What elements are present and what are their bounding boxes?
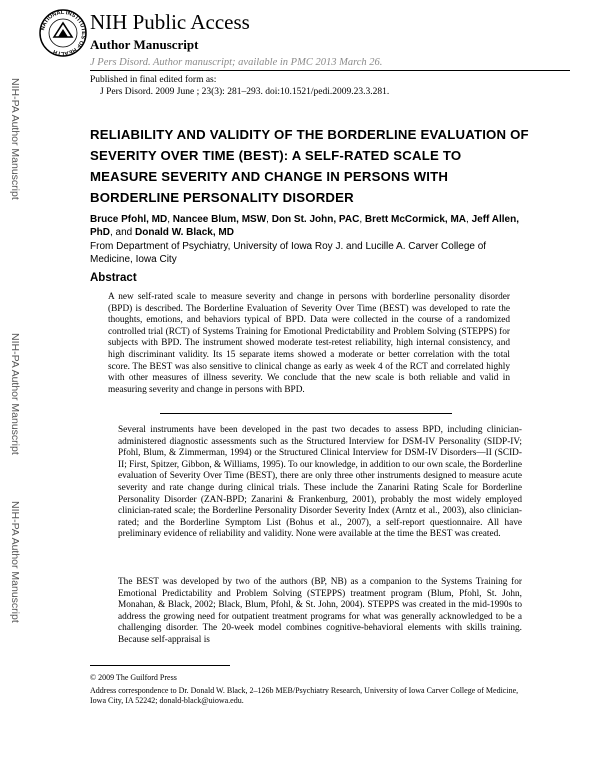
published-label: Published in final edited form as: <box>90 75 217 85</box>
author-name: Brett McCormick, MA <box>364 214 467 225</box>
body-paragraph-1: Several instruments have been developed in the past two decades to assess BPD, including clinician-administered diagnostic assessments such as the Structured Interview for DSM-IV Personality (SIDP-IV; Pfohl, Blum, & Zimmerman, 1994) or the Structured Clinical Interview for DSM-IV Disorders—II (SCID-II; First, Spitzer, Gibbon, & Williams, 1995). To our knowledge, in addition to our own scale, the Borderline evaluation of Severity Over Time (BEST), there are only three other instruments designed to measure acute severity and rate change during clinical trials. These include the Zanarini Rating Scale for Borderline Personality Disorder (ZAN-BPD; Zanarini & Frankenburg, 2001), probably the most widely employed clinician-rated scale; the Borderline Personality Disorder Severity Index (Arntz et al., 2003), also clinician-rated; and the Borderline Symptom List (Bohus et al., 2007), a self-report questionnaire. All have preliminary evidence of reliability and validity. None were available at the time the BEST was created. <box>118 425 522 540</box>
footnote-divider <box>90 665 230 666</box>
author-list: Bruce Pfohl, MD, Nancee Blum, MSW, Don St. John, PAC, Brett McCormick, MA, Jeff Allen, PhD, and Donald W. Black, MD <box>90 214 519 238</box>
author-name: Nancee Blum, MSW <box>172 214 267 225</box>
nih-logo <box>38 8 88 58</box>
side-label-3: NIH-PA Author Manuscript <box>9 501 21 623</box>
affiliation: From Department of Psychiatry, University of Iowa Roy J. and Lucille A. Carver College of Medicine, Iowa City <box>90 241 487 265</box>
side-label-1: NIH-PA Author Manuscript <box>9 78 21 200</box>
copyright-notice: © 2009 The Guilford Press <box>90 673 177 682</box>
nih-seal-icon <box>38 8 88 58</box>
nih-public-access-title: NIH Public Access <box>90 10 250 34</box>
body-paragraph-2: The BEST was developed by two of the authors (BP, NB) as a companion to the Systems Training for Emotional Predictability and Problem Solving (STEPPS) treatment program (Blum, Pfohl, St. John, Monahan, & Black, 2002; Black, Blum, Pfohl, & St. John, 2004). STEPPS was created in the mid-1990s to address the growing need for outpatient treatment programs for what was generally acknowledged to be a challenging disorder. The 20-week model combines cognitive-behavioral elements with skills training. Because self-appraisal is <box>118 577 522 645</box>
author-manuscript-label: Author Manuscript <box>90 37 199 52</box>
correspondence-address: Address correspondence to Dr. Donald W. Black, 2–126b MEB/Psychiatry Research, University of Iowa Carver College of Medicine, Iowa City, IA 52242; donald-black@uiowa.edu. <box>90 686 519 705</box>
journal-availability-line: J Pers Disord. Author manuscript; available in PMC 2013 March 26. <box>90 57 383 68</box>
svg-text:NATIONAL INSTITUTES OF HEALTH: NATIONAL INSTITUTES OF HEALTH <box>40 9 87 57</box>
author-name: Bruce Pfohl, MD <box>90 214 168 225</box>
citation: J Pers Disord. 2009 June ; 23(3): 281–293. doi:10.1521/pedi.2009.23.3.281. <box>100 87 390 97</box>
abstract-text: A new self-rated scale to measure severity and change in persons with borderline personality disorder (BPD) is described. The Borderline Evaluation of Severity Over Time (BEST) was developed to rate the thoughts, emotions, and behaviors typical of BPD. Data were collected in the course of a randomized controlled trial (RCT) of Systems Training for Emotional Predictability and Problem Solving (STEPPS) for subjects with BPD. The instrument showed moderate test-retest reliability, high internal consistency, and high discriminant validity. Its 15 separate items showed a moderate or better correlation with the total score. The BEST was also sensitive to clinical change as early as week 4 of the RCT and correlated highly with other measures of illness severity. We conclude that the new scale is both reliable and valid in measuring severity and change in persons with BPD. <box>108 292 510 395</box>
author-name: Don St. John, PAC <box>271 214 360 225</box>
author-name: Jeff Allen, PhD <box>90 214 519 238</box>
section-divider <box>160 413 452 414</box>
article-title: RELIABILITY AND VALIDITY OF THE BORDERLINE EVALUATION OF SEVERITY OVER TIME (BEST): A SELF-RATED SCALE TO MEASURE SEVERITY AND CHANGE IN PERSONS WITH BORDERLINE PERSONALITY DISORDER <box>90 127 529 205</box>
header-divider <box>90 70 570 71</box>
abstract-heading: Abstract <box>90 272 137 284</box>
side-label-2: NIH-PA Author Manuscript <box>9 333 21 455</box>
author-name: Donald W. Black, MD <box>135 227 234 238</box>
